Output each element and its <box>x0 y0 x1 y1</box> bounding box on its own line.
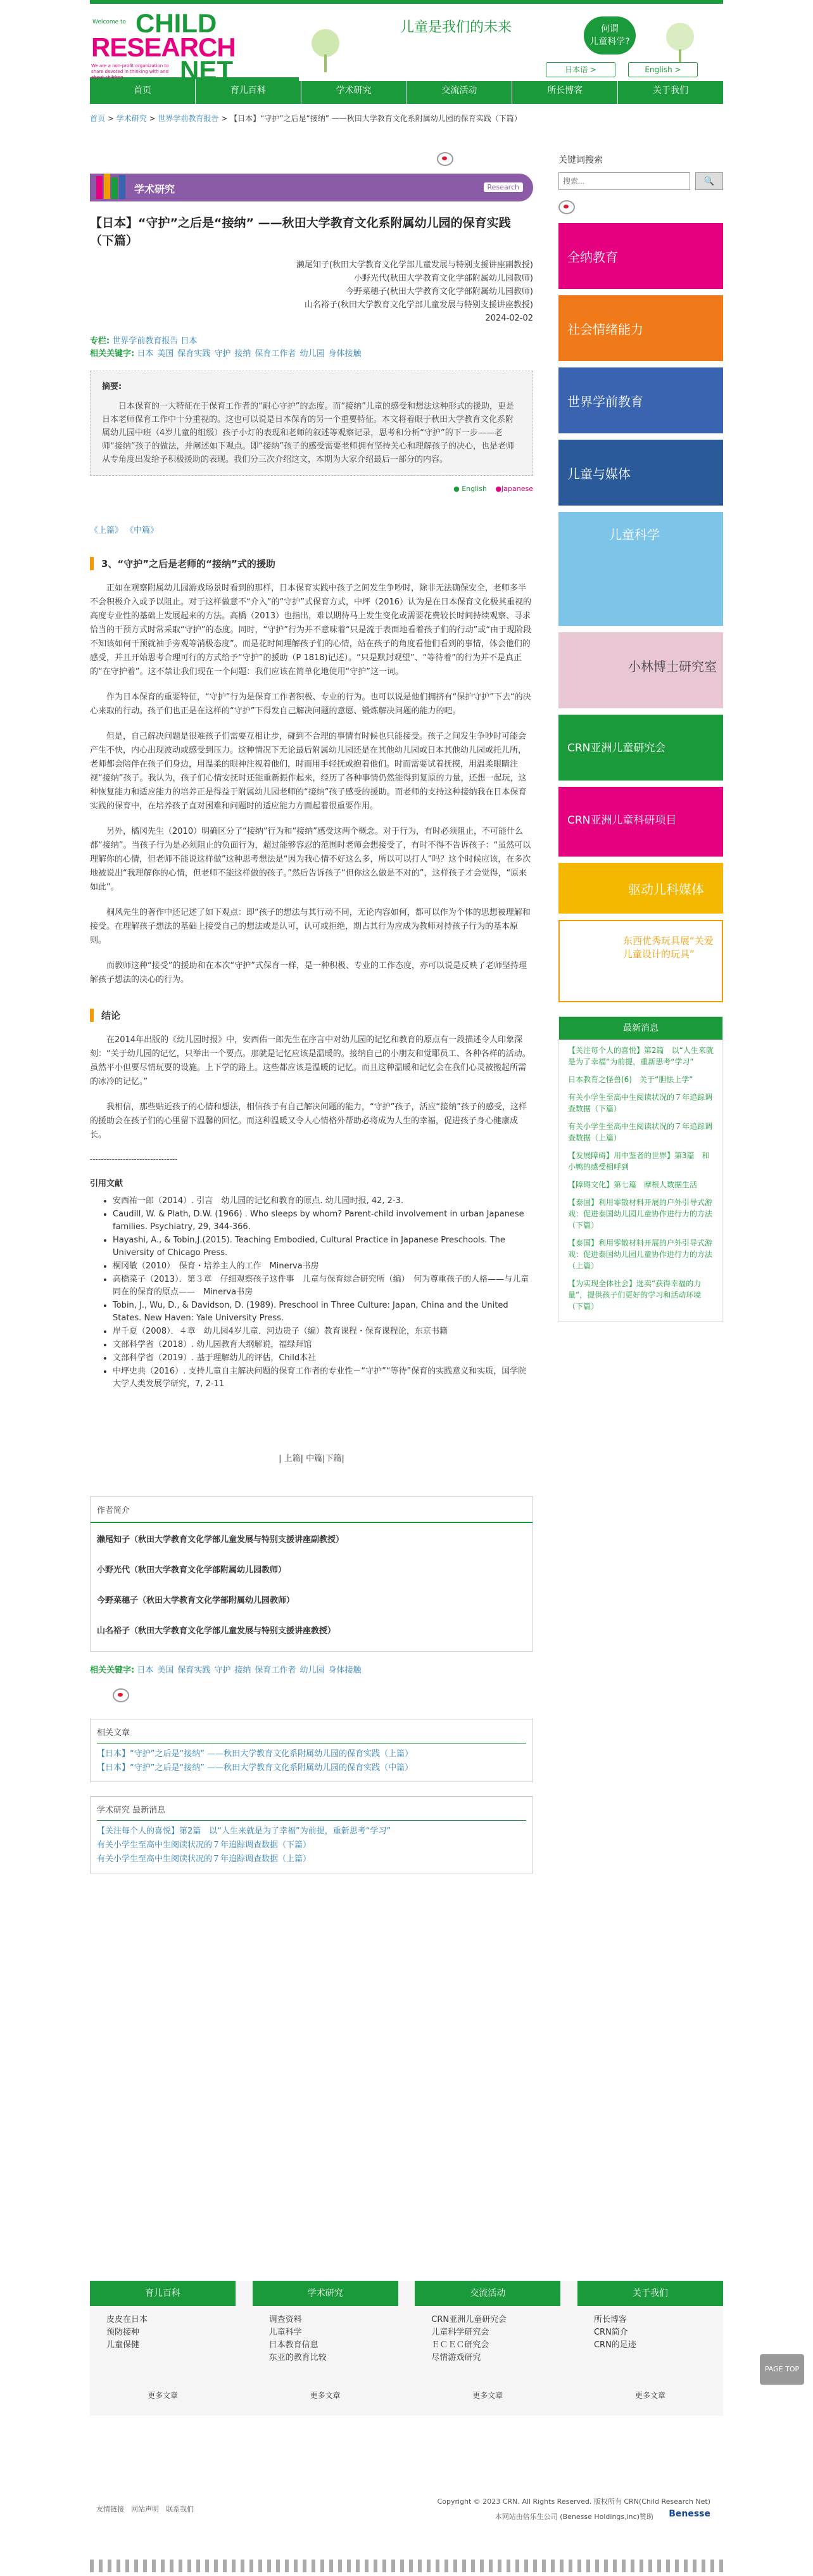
paragraph: 但是，自己解决问题是很难孩子们需要互相让步，碰到不合理的事情有时候也只能接受。孩子之间发生争吵时可能会产生不快，内心出现波动或感受到压力。这种情况下无论最后附属幼儿园还是在其他幼儿园或日本其他幼儿园或托儿所，老师都会陪伴在孩子们身边，用温柔的眼神注视着他们，时而用手轻抚或抱着他们。时而需要试着抚摸，用温柔眼睛注视“接纳”孩子。我认为，孩子们心情安抚时还能重新振作起来，经历了各种事情仍然能得到复原的力量，还想一起玩，这种恢复能力和适应能力的培养正是得益于附属幼儿园老师的“接纳”孩子感受的援助。而老师的支持这种接纳我在日本保育实践的保育中，在培养孩子直对困难和问题时的适应能力方面起着很重要作用。 <box>90 732 527 811</box>
keyword-link[interactable]: 身体接触 <box>328 1666 362 1675</box>
news-item[interactable]: 【障碍文化】第七篇 摩根人数据生活 <box>568 1180 698 1189</box>
header <box>90 0 723 1864</box>
banner-label: 小林博士研究室 <box>628 659 717 674</box>
banner-label: 儿童科学 <box>609 527 660 542</box>
nav-item-parenting[interactable]: 育儿百科 <box>196 77 301 104</box>
column-link[interactable]: 世界学前教育报告 日本 <box>112 336 198 346</box>
latest-research <box>90 1796 533 1873</box>
author-line: 山名裕子(秋田大学教育文化学部儿童发展与特别支援讲座教授) <box>304 300 533 310</box>
previous-parts-links[interactable]: 《上篇》 《中篇》 <box>90 526 159 535</box>
footer-link[interactable]: 日本教育信息 <box>268 2340 318 2350</box>
logo-tagline: We are a non-profit organization to share devoted in thinking with and about children <box>91 63 169 80</box>
footer-col-title[interactable]: 学术研究 <box>253 2281 398 2306</box>
more-articles-link[interactable]: 更多文章 <box>634 2391 665 2400</box>
footer-link[interactable]: ＥＣＥＣ研究会 <box>431 2340 489 2350</box>
footer-link[interactable]: 尽情游戏研究 <box>431 2353 481 2362</box>
logo-welcome: Welcome to <box>92 19 127 25</box>
references-list <box>90 1195 533 1391</box>
news-item[interactable]: 有关小学生至高中生阅读状况的７年追踪调查数据（下篇） <box>568 1093 713 1113</box>
footer <box>90 2281 723 2521</box>
english-site-link[interactable]: English > <box>628 62 698 77</box>
keyword-link[interactable]: 接纳 <box>234 1666 251 1675</box>
news-title: 最新消息 <box>559 1017 722 1040</box>
banner-crn-research[interactable] <box>558 787 723 857</box>
author-intro-title: 作者简介 <box>91 1497 533 1523</box>
references-label: 引用文献 <box>90 1179 123 1189</box>
weibo-share-icon[interactable] <box>113 1688 533 1705</box>
paragraph: 作为日本保育的重要特征，“守护”行为是保育工作者积极、专业的行为。也可以说是他们拥挤有“保护守护”下去“的决心来取的行动。孩子们也正是在这样的“守护”下得发自己解决问题的意愿、锻炼解决问题的能力的吧。 <box>90 692 531 716</box>
reference-item: • 安西祐一郎（2014）. 引言 幼儿园的记忆和教育的原点. 幼儿园时报, 42, 2-3. <box>113 1195 533 1208</box>
reference-item: • Hayashi, A., & Tobin,J.(2015). Teaching Embodied, Cultural Practice in Japanese Preschools. The University of Chicago Press. <box>113 1234 533 1259</box>
search-input[interactable] <box>558 172 690 190</box>
japanese-site-link[interactable]: 日本语 > <box>546 62 615 77</box>
language-switch <box>90 485 533 493</box>
footer-links[interactable]: 友情链接 网站声明 联系我们 <box>96 2505 194 2513</box>
conclusion-heading: 结论 <box>90 1009 533 1022</box>
article-pager[interactable]: | 上篇| 中篇|下篇| <box>279 1454 344 1463</box>
breadcrumb: 首页 > 学术研究 > 世界学前教育报告 > 【日本】“守护”之后是“接纳” ——秋田大学教育文化系附属幼儿园的保育实践（下篇） <box>90 114 522 123</box>
footer-decoration <box>90 2560 723 2572</box>
keyword-link[interactable]: 守护 <box>214 1666 231 1675</box>
footer-link[interactable]: 调查资料 <box>268 2315 302 2324</box>
banner-child-science[interactable] <box>558 512 723 626</box>
reference-item: • 桐冈敏（2010） 保育・培养主人的工作 Minerva书房 <box>113 1260 533 1273</box>
related-link[interactable]: 【日本】“守护”之后是“接纳” ——秋田大学教育文化系附属幼儿园的保育实践（中篇） <box>97 1763 413 1773</box>
keyword-link[interactable]: 美国 <box>157 349 174 359</box>
paragraph: 我相信，那些贴近孩子的心情和想法，相信孩子有自己解决问题的能力，“守护”孩子，活应“接纳”孩子的感受，这样的援助会在孩子们的心里留下温馨的回忆。而这种温暖又令人心情格外帮助必将成为人生的幸福，促进孩子身心健康成长。 <box>90 1102 527 1140</box>
section-header <box>90 174 533 201</box>
books-icon <box>94 172 129 201</box>
more-articles-link[interactable]: 更多文章 <box>147 2391 178 2400</box>
publish-date: 2024-02-02 <box>485 314 533 323</box>
nav-item-blog[interactable]: 所长博客 <box>512 77 618 104</box>
tree-illustration <box>312 29 339 57</box>
japanese-version-link[interactable]: ●Japanese <box>495 485 533 493</box>
footer-col-parenting <box>90 2281 236 2401</box>
banner-label: CRN亚洲儿童科研项目 <box>567 814 677 827</box>
paragraph: 另外，橘冈先生（2010）明确区分了“接纳”行为和“接纳”感受这两个概念。对于行为，有时必须阻止，不可能什么都“接纳”。当孩子行为是必须阻止的负面行为，超过能够容忍的范围时老师会想接受了，有时不得不告诉孩子：“虽然可以理解你的心情，但老师不能说这样做”这种思考想法是“因为我心情不好这么多，所以可以打人”吗？这个时候应该，在多次地被说出“我理解你的心情，但老师不能这样做的孩子。”然后告诉孩子“但你这么做是不对的”，这样孩子才会觉得，“原来如此”。 <box>90 827 531 892</box>
reference-item: • Caudill, W. & Plath, D.W. (1966) . Who sleeps by whom? Parent-child involvement in urban Japanese families. Psychiatry, 29, 344-366. <box>113 1208 533 1234</box>
weibo-icon[interactable] <box>558 200 723 217</box>
section-title: 学术研究 <box>134 183 175 195</box>
author-intro-item: 今野菜穗子（秋田大学教育文化学部附属幼儿园教师） <box>97 1596 295 1605</box>
page-top-button[interactable]: PAGE TOP <box>760 2354 804 2385</box>
search-icon: 🔍 <box>703 176 715 186</box>
footer-link[interactable]: CRN的足迹 <box>593 2340 636 2350</box>
footer-link[interactable]: 儿童保健 <box>106 2340 140 2350</box>
footer-col-title[interactable]: 交流活动 <box>415 2281 560 2306</box>
more-articles-link[interactable]: 更多文章 <box>310 2391 341 2400</box>
breadcrumb-home[interactable]: 首页 <box>90 114 106 123</box>
keyword-link[interactable]: 日本 <box>137 349 154 359</box>
keyword-link[interactable]: 幼儿园 <box>299 1666 325 1675</box>
more-articles-link[interactable]: 更多文章 <box>472 2391 503 2400</box>
paragraph: 在2014年出版的《幼儿园时报》中，安西佑一郎先生在序言中对幼儿园的记忆和教育的原点有一段描述令人印象深刻：“关于幼儿园的记忆，只举出一个要点。那就是记忆应该是温暖的。接纳自己的小朋友和觉耶员工、各种各样的活动。虽然平小但要尽情玩耍的设施。上下学的路上。这些都应该是温暖的记忆。而且这种温暖和记忆会在我们心灵被搬起所需的冰冷的记忆。” <box>90 1035 531 1087</box>
footer-link[interactable]: CRN简介 <box>593 2328 628 2337</box>
banner-kobayashi-lab[interactable] <box>558 632 723 708</box>
nav-item-about[interactable]: 关于我们 <box>653 86 689 96</box>
banner-label: 社会情绪能力 <box>567 322 643 337</box>
latest-link[interactable]: 有关小学生至高中生阅读状况的７年追踪调查数据（下篇） <box>97 1840 312 1850</box>
reference-item: • 文部科学省（2019）. 基于理解幼儿的评估，Child本社 <box>113 1352 533 1365</box>
abstract-label: 摘要: <box>102 382 122 392</box>
keyword-link[interactable]: 接纳 <box>234 349 251 359</box>
keyword-link[interactable]: 身体接触 <box>328 349 362 359</box>
news-item[interactable]: 【为实现全体社会】选卖“获得幸福的力量”，提供孩子们更好的学习和活动环境（下篇） <box>568 1279 702 1311</box>
footer-link[interactable]: 儿童科学研究会 <box>431 2328 489 2337</box>
author-line: 小野光代(秋田大学教育文化学部附属幼儿园教师) <box>353 274 533 283</box>
footer-link[interactable]: 儿童科学 <box>268 2328 302 2337</box>
sponsor-text: 本网站由倍乐生公司 (Benesse Holdings,inc)赞助 <box>495 2513 653 2521</box>
banner-toys[interactable] <box>558 920 723 1002</box>
english-version-link[interactable]: ● English <box>453 485 487 493</box>
author-intro-item: 小野光代（秋田大学教育文化学部附属幼儿园教师） <box>97 1565 287 1575</box>
footer-col-research <box>253 2281 398 2401</box>
author-line: 今野菜穗子(秋田大学教育文化学部附属幼儿园教师) <box>345 287 533 296</box>
weibo-share-icon[interactable] <box>437 152 453 169</box>
benesse-logo[interactable]: Benesse <box>669 2509 710 2519</box>
header-banner <box>299 4 723 81</box>
footer-link[interactable]: CRN亚洲儿童研究会 <box>431 2315 507 2324</box>
search-button[interactable] <box>695 172 723 190</box>
footer-col-about <box>577 2281 723 2401</box>
paragraph: 而教师这种“接受”的援助和在本次“守护”式保育一样，是一种积极、专业的工作态度，亦可以说是反映了老师坚持理解孩子想法的决心的行为。 <box>90 961 527 985</box>
footer-col-events <box>415 2281 560 2401</box>
news-item[interactable]: 【泰国】利用零散材料开展的户外引导式游戏：促进泰国幼儿园儿童协作进行力的方法（上篇） <box>568 1239 713 1270</box>
keywords-label: 相关关键字: <box>90 349 135 359</box>
article-body <box>90 582 533 987</box>
abstract-box <box>90 371 533 476</box>
author-intro-item: 山名裕子（秋田大学教育文化学部儿童发展与特别支援讲座教授） <box>97 1626 336 1636</box>
breadcrumb-research[interactable]: 学术研究 <box>116 114 147 123</box>
bottom-keywords <box>90 1664 533 1677</box>
related-link[interactable]: 【日本】“守护”之后是“接纳” ——秋田大学教育文化系附属幼儿园的保育实践（上篇） <box>97 1749 413 1759</box>
banner-label: 世界学前教育 <box>567 394 643 409</box>
search-form <box>558 172 723 190</box>
section-heading: 3、“守护”之后是老师的“接纳”式的援助 <box>90 557 533 570</box>
news-item[interactable]: 有关小学生至高中生阅读状况的７年追踪调查数据（上篇） <box>568 1122 713 1142</box>
footer-link[interactable]: 预防接种 <box>106 2328 140 2337</box>
search-title: 关键词搜索 <box>558 155 603 165</box>
footer-col-title[interactable]: 关于我们 <box>577 2281 723 2306</box>
banner-children-media[interactable] <box>558 440 723 506</box>
main-content <box>90 146 533 1873</box>
reference-item: • 文部科学省（2018）. 幼儿园教育大纲解说，福绿拜馆 <box>113 1339 533 1351</box>
keyword-link[interactable]: 幼儿园 <box>299 349 325 359</box>
breadcrumb-world-report[interactable]: 世界学前教育报告 <box>158 114 219 123</box>
banner-media[interactable] <box>558 863 723 914</box>
latest-title: 学术研究 最新消息 <box>97 1803 526 1821</box>
keywords-label: 相关关键字: <box>90 1666 135 1675</box>
abstract-text: 日本保育的一大特征在于保育工作者的“耐心守护”的态度。而“接纳”儿童的感受和想法这种形式的援助，更是日本老师保育工作中十分重视的。这也可以说是日本保育的另一个重要特征。本文将着眼于秋田大学教育文化系附属幼儿园中班（4岁儿童的组级）孩子小灯的表现和老师的叙述等观察记录，思考和分析“守护”的下一步——老师“接纳”孩子的做法，并阐述如下观点。即“接纳”孩子的感受需要老师拥有坚持关心和理解孩子的决心，也是老师从专角度出发给予积极援助的表现。我们分三次介绍这文，本期为大家介绍最后一部分的内容。 <box>102 402 514 464</box>
news-item[interactable]: 日本教育之怪兽(6) 关于“胆怯上学” <box>568 1075 693 1084</box>
news-item[interactable]: 【发展障碍】用中鉴者的世界】第3篇 和小鸭的感受相呼到 <box>568 1151 710 1171</box>
banner-label: 全纳教育 <box>567 250 618 265</box>
nav-item-research[interactable]: 学术研究 <box>301 77 407 104</box>
banner-crn-asia[interactable] <box>558 715 723 781</box>
related-articles <box>90 1719 533 1782</box>
author-list <box>90 258 533 325</box>
section-tag: Research <box>484 182 523 192</box>
footer-col-title[interactable]: 育儿百科 <box>90 2281 236 2306</box>
article-meta <box>90 335 533 360</box>
footer-link[interactable]: 所长博客 <box>593 2315 627 2324</box>
logo-child: CHILD <box>136 8 217 38</box>
nav-item-home[interactable]: 首页 <box>90 77 196 104</box>
reference-item: • 中坪史典（2016）. 支持儿童自主解决问题的保育工作者的专业性－“守护”“等待”保育的实践意义和实质，国学院大学人类发展学研究，7, 2-11 <box>113 1365 533 1391</box>
reference-item: • Tobin, J., Wu, D., & Davidson, D. (1989). Preschool in Three Culture: Japan, China and the United States. New Haven: Yale University Press. <box>113 1299 533 1325</box>
sidebar <box>558 146 723 1322</box>
keyword-link[interactable]: 守护 <box>214 349 231 359</box>
logo-net: NET <box>180 55 233 85</box>
what-is-child-science-bubble[interactable]: 何谓 儿童科学? <box>584 16 636 54</box>
banner-label: 驱动儿科媒体 <box>628 882 704 897</box>
nav-item-events[interactable]: 交流活动 <box>406 77 512 104</box>
latest-link[interactable]: 【关注每个人的喜悦】第2篇 以“人生来就是为了幸福”为前提，重新思考“学习” <box>97 1827 391 1836</box>
copyright: Copyright © 2023 CRN. All Rights Reserved. 版权所有 CRN(Child Research Net) <box>437 2497 710 2506</box>
site-logo[interactable] <box>91 8 237 85</box>
news-item[interactable]: 【泰国】利用零散材料开展的户外引导式游戏：促进泰国幼儿园儿童协作进行力的方法（下篇） <box>568 1198 713 1230</box>
reference-item: • 高橋菜子（2013）．第３章 仔细观察孩子这件事 儿童与保育综合研究所（编） 何为尊重孩子的人格——与儿童同在的保育的原点—— Minerva书房 <box>113 1273 533 1299</box>
banner-label: 儿童与媒体 <box>567 466 631 481</box>
column-label: 专栏: <box>90 336 110 346</box>
logo-research: RESEARCH <box>91 32 236 62</box>
divider: -------------------------------- <box>90 1155 178 1164</box>
banner-social-emotional[interactable] <box>558 295 723 361</box>
keyword-link[interactable]: 保育工作者 <box>255 349 296 359</box>
paragraph: 正如在观察附属幼儿园游戏场景时看到的那样，日本保育实践中孩子之间发生争吵时，除非无法确保安全，老师多半不会积极介入或予以阻止。对于这样做意不“介入”的“守护”式保育方式，中坪（2016）认为是在日本保育文化极其重视的高度专业性的基础上发展起来的方法。高橋（2013）也指出，难以期待马上发生变化或需要花费较长时间持续观察、寻求恰当的干预方式时常采取“守护”的态度。同时，“守护”行为并不意味着“只是流于表面地看着孩子们的行动”或“由于现阶段不知该如何干预就袖手旁观等消极态度”。而是花时间理解孩子们的心情，站在孩子的角度看他们看到的事情，体会他们的感受，并且开始思考合理可行的方式给予“守护”的援助（P 1818)记述）。“只是默封观望”、“等待着”的行为并不是真正的“在守护着”。这不禁让我们现在一个问题：我们应该在简单化地使用“守护”这一词。 <box>90 583 532 677</box>
breadcrumb-current: 【日本】“守护”之后是“接纳” ——秋田大学教育文化系附属幼儿园的保育实践（下篇） <box>230 114 522 123</box>
related-title: 相关文章 <box>97 1726 526 1744</box>
latest-link[interactable]: 有关小学生至高中生阅读状况的７年追踪调查数据（上篇） <box>97 1854 312 1864</box>
paragraph: 桐风先生的著作中还记述了如下观点：即“孩子的想法与其行动不同，无论内容如何，都可以作为个体的思想被理解和接受。在理解孩子想法的基础上接受自己的想法或是认可，认可或拒绝，期占其行为应成为教师对持孩子行为的基本原则。 <box>90 908 531 945</box>
footer-link[interactable]: 皮皮在日本 <box>106 2315 148 2324</box>
author-line: 濑尾知子(秋田大学教育文化学部儿童发展与特别支援讲座副教授) <box>296 260 533 270</box>
keyword-link[interactable]: 美国 <box>157 1666 174 1675</box>
keyword-link[interactable]: 保育实践 <box>177 1666 211 1675</box>
news-item[interactable]: 【关注每个人的喜悦】第2篇 以“人生来就是为了幸福”为前提，重新思考“学习” <box>568 1046 714 1066</box>
keyword-link[interactable]: 保育实践 <box>177 349 211 359</box>
author-intro-item: 濑尾知子（秋田大学教育文化学部儿童发展与特别支援讲座副教授） <box>97 1535 344 1545</box>
header-slogan: 儿童是我们的未来 <box>400 20 512 35</box>
tree-illustration <box>666 23 694 51</box>
banner-label: CRN亚洲儿童研究会 <box>567 742 666 755</box>
banner-label: 东西优秀玩具展“关爱儿童设计的玩具” <box>623 935 714 960</box>
author-intro-box <box>90 1496 533 1652</box>
article-title: 【日本】“守护”之后是“接纳” ——秋田大学教育文化系附属幼儿园的保育实践（下篇） <box>90 216 511 248</box>
tree-trunk <box>324 54 327 72</box>
reference-item: • 岸千夏（2008）．４章 幼儿园4岁儿童．河边贵子（编）教育课程・保育课程论，东京书籍 <box>113 1325 533 1338</box>
keyword-link[interactable]: 保育工作者 <box>255 1666 296 1675</box>
footer-link[interactable]: 东亚的教育比较 <box>268 2353 327 2362</box>
banner-inclusive-education[interactable] <box>558 223 723 289</box>
banner-world-ece[interactable] <box>558 367 723 433</box>
latest-news <box>558 1016 723 1322</box>
keyword-link[interactable]: 日本 <box>137 1666 154 1675</box>
